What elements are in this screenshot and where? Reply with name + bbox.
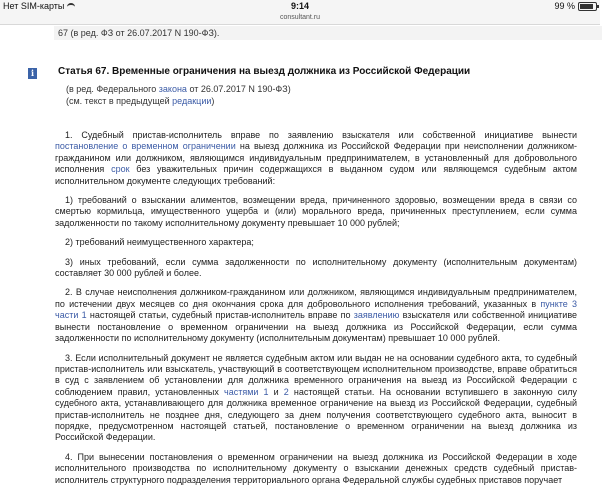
chastyami-1-link[interactable]: частями 1 bbox=[224, 386, 269, 397]
battery-percent: 99 % bbox=[554, 1, 575, 11]
paragraph-1-item-3: 3) иных требований, если сумма задолженности по исполнительному документу (исполнительным документам) составляет 30 000 рублей и более. bbox=[55, 256, 577, 279]
battery-indicator bbox=[554, 1, 597, 11]
article-body bbox=[55, 130, 577, 494]
edition-note: (в ред. Федерального закона от 26.07.2017 N 190-ФЗ) bbox=[66, 84, 291, 94]
info-icon[interactable]: i bbox=[28, 68, 37, 79]
article-title: Статья 67. Временные ограничения на выезд должника из Российской Федерации bbox=[58, 66, 471, 77]
postanovlenie-link[interactable]: постановление о временном ограничении bbox=[55, 141, 236, 152]
paragraph-3: 3. Если исполнительный документ не является судебным актом или выдан не на основании судебного акта, то судебный пристав-исполнитель или взыскатель, участвующий в соответствующем исполнительном производстве, вправе обратиться в суд с заявлением об установлении для должника временного ограничения на выезд из Российской Федерации с соблюдением правил, установленных частями 1 и 2 настоящей статьи. На основании вступившего в законную силу судебного акта, устанавливающего для должника временное ограничение на выезд из Российской Федерации, судебный пристав-исполнитель не позднее дня, следующего за днем получения соответствующего судебного акта, выносит в порядке, предусмотренном настоящей статьей, постановление о временном ограничении на выезд должника из Российской Федерации. bbox=[55, 352, 577, 443]
paragraph-1: 1. Судебный пристав-исполнитель вправе по заявлению взыскателя или собственной инициативе вынести постановление о временном ограничении на выезд должника из Российской Федерации при неисполнении должником-гражданином или должником, являющимся индивидуальным предпринимателем, в установленный для добровольного исполнения срок без уважительных причин содержащихся в выданном судом или являющемся судебным актом исполнительном документе следующих требований: bbox=[55, 130, 578, 186]
paragraph-4: 4. При вынесении постановления о временном ограничении на выезд должника из Российской Федерации в ходе исполнительного производства по исполнительному документу о взыскании денежных средств судебный пристав-исполнитель структурного подразделения территориального органа Федеральной службы судебных приставов поручает bbox=[55, 451, 577, 485]
clock: 9:14 bbox=[290, 1, 309, 11]
punkt-3-link[interactable]: пункте 3 части 1 bbox=[55, 298, 578, 321]
chast-2-link[interactable]: 2 bbox=[283, 386, 289, 397]
document-content[interactable] bbox=[0, 24, 600, 485]
zayavleniyu-link[interactable]: заявлению bbox=[353, 310, 400, 321]
edition-link[interactable]: редакции bbox=[172, 96, 212, 106]
carrier-label: Нет SIM-карты bbox=[3, 1, 75, 11]
paragraph-1-item-1: 1) требований о взыскании алиментов, возмещении вреда, причиненного здоровью, возмещении вреда в связи со смертью кормильца, имущественного ущерба и (или) морального вреда, причиненных преступлением, если сумма задолженности по такому исполнительному документу превышает 10 000 рублей; bbox=[55, 195, 577, 228]
paragraph-2: 2. В случае неисполнения должником-гражданином или должником, являющимся индивидуальным предпринимателем, по истечении двух месяцев со дня окончания срока для добровольного исполнения требований, указанных в пункте 3 части 1 настоящей статьи, судебный пристав-исполнитель вправе по заявлению взыскателя или собственной инициативе вынести постановление о временном ограничении на выезд должника из Российской Федерации, если сумма задолженности по исполнительному документу (исполнительным документам) превышает 10 000 рублей. bbox=[55, 287, 578, 344]
battery-icon bbox=[578, 2, 597, 11]
status-bar bbox=[0, 0, 600, 14]
previous-edition-reference: (см. текст в предыдущей редакции) bbox=[66, 96, 215, 106]
previous-edition-note: 67 (в ред. ФЗ от 26.07.2017 N 190-ФЗ). bbox=[54, 26, 602, 40]
law-link[interactable]: закона bbox=[158, 84, 187, 94]
url-text[interactable]: consultant.ru bbox=[279, 14, 321, 21]
paragraph-1-item-2: 2) требований неимущественного характера; bbox=[65, 237, 254, 248]
srok-link[interactable]: срок bbox=[111, 164, 130, 175]
